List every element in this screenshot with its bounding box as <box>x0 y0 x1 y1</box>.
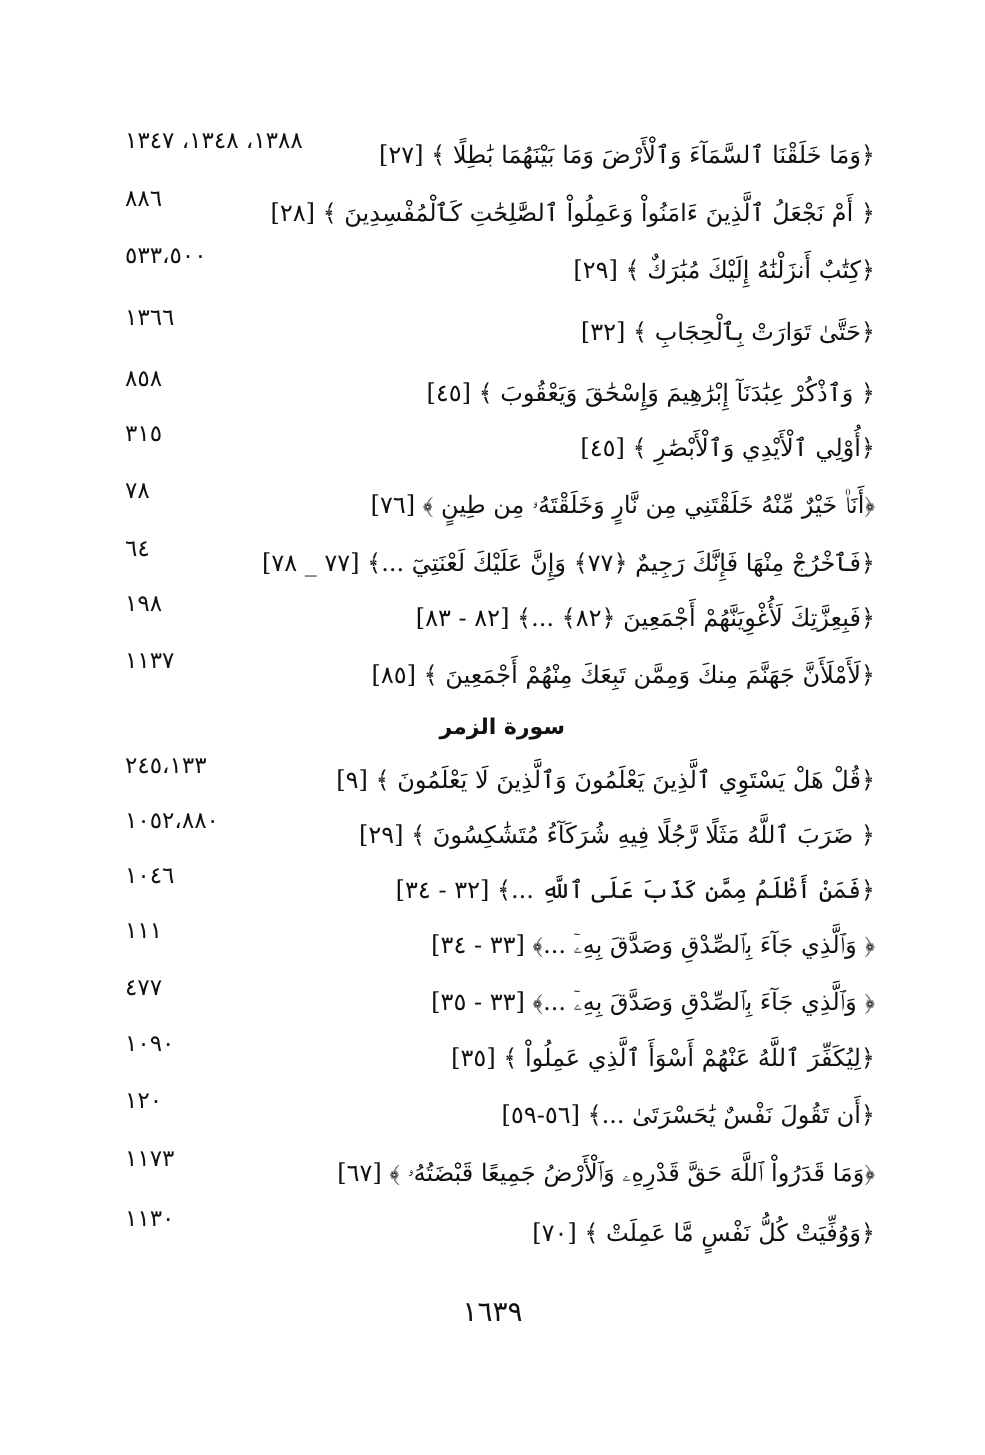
page-references: ١٩٨ <box>125 591 163 617</box>
list-item <box>125 243 875 300</box>
list-item <box>125 648 875 705</box>
page-references: ٧٨ <box>125 478 150 504</box>
list-item <box>125 808 875 865</box>
page-references: ١١٧٣ <box>125 1146 175 1172</box>
list-item <box>125 975 875 1032</box>
list-item <box>125 478 875 535</box>
verse-text: ﴿حَتَّىٰ تَوَارَتْ بِٱلْحِجَابِ ﴾ [٣٢] <box>580 318 875 346</box>
page-references: ١٣٨٨، ١٣٤٨، ١٣٤٧ <box>125 128 303 154</box>
page-references: ١٠٤٦ <box>125 863 175 889</box>
list-item <box>125 863 875 920</box>
verse-text: ﴿وَوُفِّيَتْ كُلُّ نَفْسٍ مَّا عَمِلَتْ ﴾ [٧٠] <box>532 1219 875 1247</box>
page-references: ٣١٥ <box>125 421 163 447</box>
page-number: ١٦٣٩ <box>462 1295 523 1328</box>
page-references: ٢٤٥،١٣٣ <box>125 753 207 779</box>
verse-text: ﴿لِيُكَفِّرَ ٱللَّهُ عَنْهُمْ أَسْوَأَ ٱلَّذِي عَمِلُواْ ﴾ [٣٥] <box>451 1044 875 1072</box>
list-item <box>125 421 875 478</box>
list-item <box>125 536 875 593</box>
verse-text: ﴿كِتَٰبٌ أَنزَلْنَٰهُ إِلَيْكَ مُبَٰرَكٌ ﴾ [٢٩] <box>573 256 875 284</box>
list-item <box>125 305 875 362</box>
verse-text: ﴿فَبِعِزَّتِكَ لَأُغْوِيَنَّهُمْ أَجْمَعِينَ ﴿٨٢﴾ ...﴾ [٨٢ - ٨٣] <box>415 604 875 632</box>
verse-text: ﴿أَن تَقُولَ نَفْسٌ يَٰحَسْرَتَىٰ ...﴾ [٥٦-٥٩] <box>501 1101 875 1129</box>
verse-text: ﴿لَأَمْلَأَنَّ جَهَنَّمَ مِنكَ وَمِمَّن تَبِعَكَ مِنْهُمْ أَجْمَعِينَ ﴾ [٨٥] <box>371 661 875 689</box>
list-item <box>125 366 875 423</box>
surah-heading: سورة الزمر <box>439 715 565 740</box>
page-references: ١٠٥٢،٨٨٠ <box>125 808 219 834</box>
verse-text: ﴿فَٱخْرُجْ مِنْهَا فَإِنَّكَ رَجِيمٌ ﴿٧٧﴾ وَإِنَّ عَلَيْكَ لَعْنَتِيٓ ...﴾ [٧٧ _ ٧٨] <box>261 549 875 577</box>
page-references: ١١١ <box>125 918 163 944</box>
page-references: ١٠٩٠ <box>125 1031 175 1057</box>
verse-text: ﴿وَمَا قَدَرُواْ ٱللَّهَ حَقَّ قَدْرِهِۦ وَٱلْأَرْضُ جَمِيعًا قَبْضَتُهُۥ ﴾ [٦٧] <box>337 1159 875 1187</box>
verse-text: ﴿ وَٱذْكُرْ عِبَٰدَنَآ إِبْرَٰهِيمَ وَإِسْحَٰقَ وَيَعْقُوبَ ﴾ [٤٥] <box>426 379 875 407</box>
page-references: ٦٤ <box>125 536 150 562</box>
page-references: ١٣٦٦ <box>125 305 175 331</box>
verse-text: ﴿وَمَا خَلَقْنَا ٱلسَّمَآءَ وَٱلْأَرْضَ وَمَا بَيْنَهُمَا بَٰطِلًا ﴾ [٢٧] <box>379 141 875 169</box>
verse-text: ﴿ وَٱلَّذِي جَآءَ بِٱلصِّدْقِ وَصَدَّقَ بِهِۦٓ ...﴾ [٣٣ - ٣٤] <box>431 931 875 959</box>
verse-text: ﴿ أَمْ نَجْعَلُ ٱلَّذِينَ ءَامَنُواْ وَعَمِلُواْ ٱلصَّٰلِحَٰتِ كَٱلْمُفْسِدِينَ ﴾ [٢٨] <box>270 199 875 227</box>
page-references: ١٢٠ <box>125 1088 163 1114</box>
list-item <box>125 591 875 648</box>
list-item <box>125 918 875 975</box>
list-item <box>125 128 875 185</box>
verse-text: ﴿ وَٱلَّذِي جَآءَ بِٱلصِّدْقِ وَصَدَّقَ بِهِۦٓ ...﴾ [٣٣ - ٣٥] <box>431 988 875 1016</box>
verse-text: ﴿أَنَا۠ خَيْرٌ مِّنْهُ خَلَقْتَنِي مِن نَّارٍ وَخَلَقْتَهُۥ مِن طِينٍ ﴾ [٧٦] <box>370 491 875 519</box>
page-references: ١١٣٧ <box>125 648 175 674</box>
list-item <box>125 186 875 243</box>
verse-text: ﴿ ضَرَبَ ٱللَّهُ مَثَلًا رَّجُلًا فِيهِ شُرَكَآءُ مُتَشَٰكِسُونَ ﴾ [٢٩] <box>358 821 875 849</box>
verse-text: ﴿قُلْ هَلْ يَسْتَوِي ٱلَّذِينَ يَعْلَمُونَ وَٱلَّذِينَ لَا يَعْلَمُونَ ﴾ [٩] <box>336 766 875 794</box>
page-references: ٨٥٨ <box>125 366 163 392</box>
list-item <box>125 1031 875 1088</box>
page-references: ٥٣٣،٥٠٠ <box>125 243 207 269</box>
list-item <box>125 1146 875 1203</box>
page-references: ٤٧٧ <box>125 975 163 1001</box>
list-item <box>125 1206 875 1263</box>
verse-text: ﴿أُوْلِي ٱلْأَيْدِي وَٱلْأَبْصَٰرِ ﴾ [٤٥] <box>580 434 875 462</box>
list-item <box>125 753 875 810</box>
page-references: ١١٣٠ <box>125 1206 175 1232</box>
page-references: ٨٨٦ <box>125 186 163 212</box>
list-item <box>125 1088 875 1145</box>
verse-text: ﴿فَمَنْ أَظْلَمُ مِمَّن كَذَبَ عَلَى ٱللَّهِ ...﴾ [٣٢ - ٣٤] <box>395 876 875 904</box>
